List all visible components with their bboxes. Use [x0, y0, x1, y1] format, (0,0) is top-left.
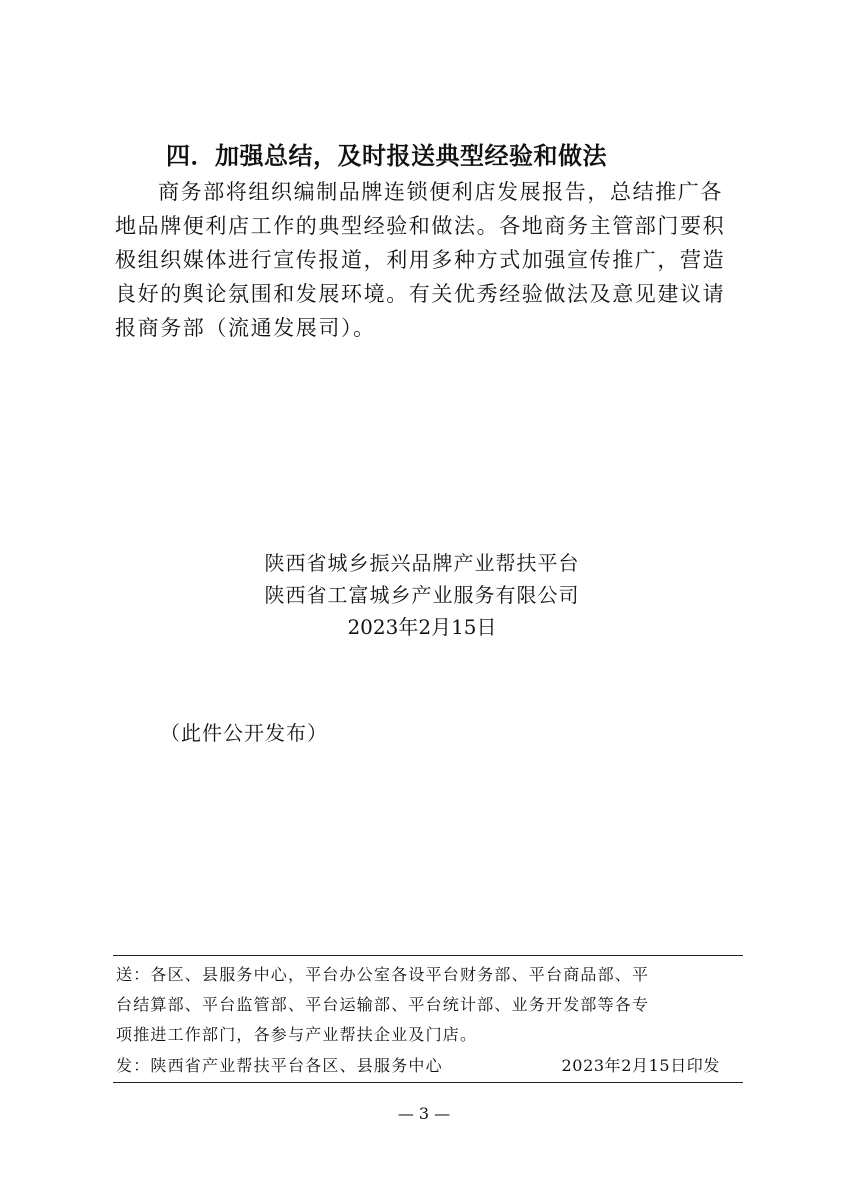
signature-organization: 陕西省工富城乡产业服务有限公司: [264, 583, 580, 607]
publication-note: （此件公开发布）: [160, 721, 328, 745]
paragraph-line: 地品牌便利店工作的典型经验和做法。各地商务主管部门要积: [115, 214, 726, 238]
issuer: 发：陕西省产业帮扶平台各区、县服务中心: [116, 1056, 443, 1075]
paragraph-line: 良好的舆论氛围和发展环境。有关优秀经验做法及意见建议请: [115, 282, 726, 306]
distribution-line: 送：各区、县服务中心，平台办公室各设平台财务部、平台商品部、平: [116, 965, 650, 984]
paragraph-line: 极组织媒体进行宣传报道，利用多种方式加强宣传推广，营造: [115, 248, 726, 272]
footer-bottom-rule: [113, 1082, 743, 1083]
paragraph-line: 报商务部（流通发展司）。: [115, 316, 376, 340]
paragraph-line: 商务部将组织编制品牌连锁便利店发展报告，总结推广各: [158, 180, 723, 204]
footer-top-rule: [113, 955, 743, 956]
distribution-line: 台结算部、平台监管部、平台运输部、平台统计部、业务开发部等各专: [116, 995, 650, 1014]
signature-organization: 陕西省城乡振兴品牌产业帮扶平台: [264, 551, 580, 575]
signature-date: 2023年2月15日: [347, 615, 497, 639]
distribution-line: 项推进工作部门，各参与产业帮扶企业及门店。: [116, 1025, 478, 1044]
section-heading: 四．加强总结，及时报送典型经验和做法: [166, 142, 607, 170]
issue-date: 2023年2月15日印发: [561, 1056, 720, 1075]
issue-row: [116, 1054, 720, 1078]
page-number: — 3 —: [397, 1104, 451, 1123]
